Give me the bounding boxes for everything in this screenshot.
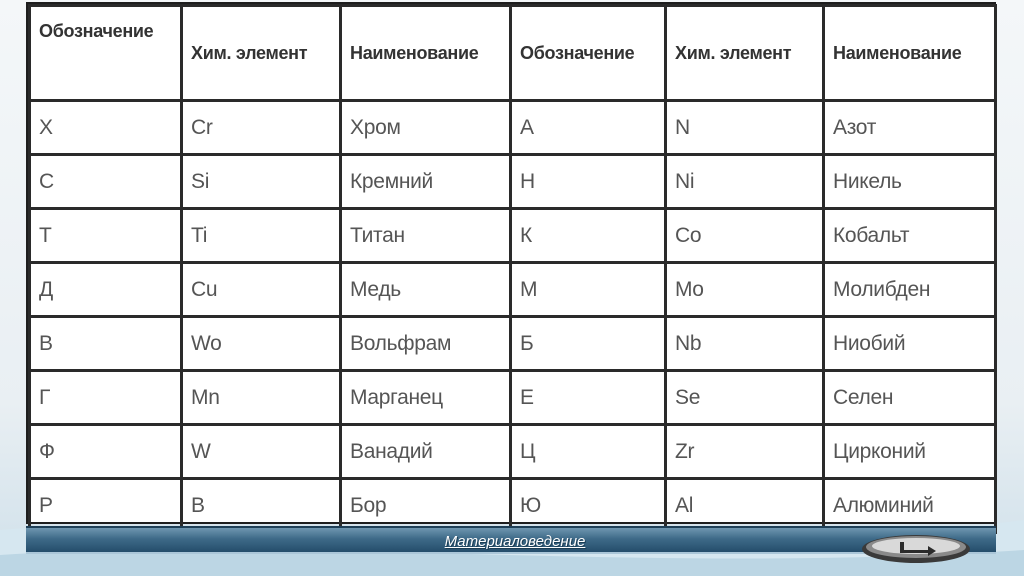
elements-table — [28, 4, 997, 534]
table-cell: Е — [511, 371, 666, 425]
table-cell: Марганец — [341, 371, 511, 425]
table-cell: Ниобий — [824, 317, 996, 371]
header-name: Наименование — [824, 6, 996, 101]
table-row — [30, 425, 996, 479]
table-cell: Ц — [511, 425, 666, 479]
table-header-row — [30, 6, 996, 101]
table-cell: В — [30, 317, 182, 371]
table-cell: Si — [182, 155, 341, 209]
table-cell: Р — [30, 479, 182, 533]
table-cell: Ю — [511, 479, 666, 533]
table-cell: Co — [666, 209, 824, 263]
table-row — [30, 371, 996, 425]
table-cell: Селен — [824, 371, 996, 425]
table-cell: Бор — [341, 479, 511, 533]
table-cell: Al — [666, 479, 824, 533]
table-cell: Б — [511, 317, 666, 371]
footer-caption: Материаловедение — [444, 533, 586, 550]
table-cell: Азот — [824, 101, 996, 155]
table-cell: Ванадий — [341, 425, 511, 479]
table-cell: Кобальт — [824, 209, 996, 263]
table-row — [30, 317, 996, 371]
table-row — [30, 101, 996, 155]
table-row — [30, 209, 996, 263]
table-cell: Х — [30, 101, 182, 155]
table-cell: Wo — [182, 317, 341, 371]
table-cell: Кремний — [341, 155, 511, 209]
header-chem-element: Хим. элемент — [666, 6, 824, 101]
table-cell: А — [511, 101, 666, 155]
table-cell: Se — [666, 371, 824, 425]
table-cell: Nb — [666, 317, 824, 371]
header-name: Наименование — [341, 6, 511, 101]
table-cell: М — [511, 263, 666, 317]
table-cell: Н — [511, 155, 666, 209]
table-row — [30, 263, 996, 317]
table-cell: Т — [30, 209, 182, 263]
table-cell: Ti — [182, 209, 341, 263]
table-cell: Г — [30, 371, 182, 425]
table-cell: Ni — [666, 155, 824, 209]
table-cell: Mn — [182, 371, 341, 425]
table-cell: N — [666, 101, 824, 155]
table-cell: W — [182, 425, 341, 479]
table-cell: Никель — [824, 155, 996, 209]
table-cell: Cu — [182, 263, 341, 317]
table-cell: Хром — [341, 101, 511, 155]
table-cell: Д — [30, 263, 182, 317]
table-cell: С — [30, 155, 182, 209]
table-cell: Алюминий — [824, 479, 996, 533]
table-row — [30, 479, 996, 533]
table-cell: К — [511, 209, 666, 263]
table-cell: В — [182, 479, 341, 533]
table-cell: Zr — [666, 425, 824, 479]
header-designation: Обозначение — [511, 6, 666, 101]
table-cell: Вольфрам — [341, 317, 511, 371]
table-cell: Cr — [182, 101, 341, 155]
table-cell: Ф — [30, 425, 182, 479]
header-chem-element: Хим. элемент — [182, 6, 341, 101]
return-arrow-icon[interactable] — [860, 532, 972, 564]
table-row — [30, 155, 996, 209]
table-cell: Медь — [341, 263, 511, 317]
table-cell: Молибден — [824, 263, 996, 317]
header-designation: Обозначение — [30, 6, 182, 101]
table-cell: Mo — [666, 263, 824, 317]
table-cell: Цирконий — [824, 425, 996, 479]
table-cell: Титан — [341, 209, 511, 263]
